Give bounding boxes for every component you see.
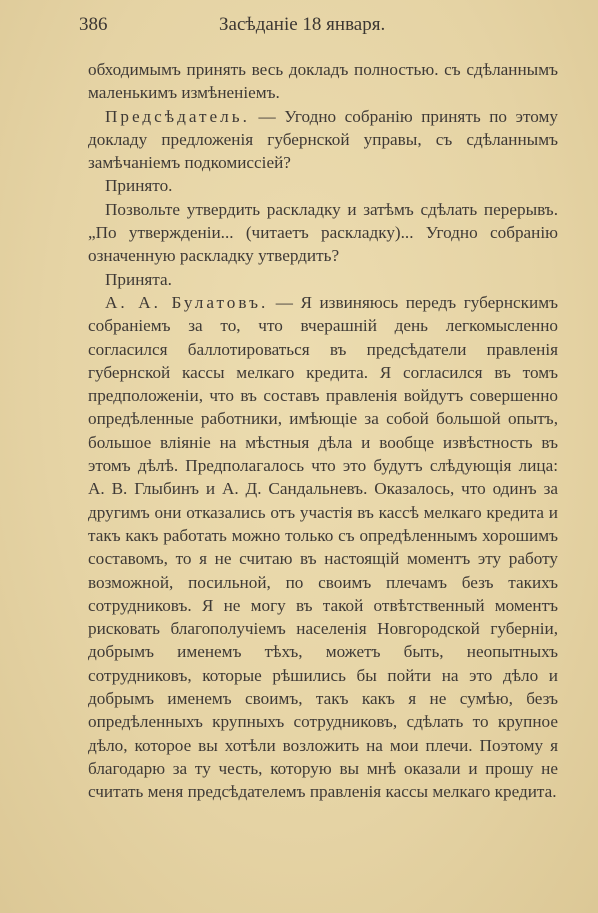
speaker-name: Предсѣдатель.: [105, 106, 250, 126]
paragraph-accepted-2: [88, 268, 558, 291]
paragraph-text: — Я извиняюсь передъ губернскимъ собраніемъ за то, что вчерашній день легкомысленно согласился баллотироваться въ предсѣдатели правленія губернской кассы мелкаго кредита. Я согласился въ томъ предположеніи, что въ составъ правленія войдутъ совершенно опредѣленные работники, имѣющіе за собой большой опытъ, большое вліяніе на мѣстныя дѣла и вообще извѣстность въ этомъ дѣлѣ. Предполагалось что это будутъ слѣдующія лица: А. В. Глыбинъ и А. Д. Сандальневъ. Оказалось, что одинъ за другимъ они отказались отъ участія въ кассѣ мелкаго кредита и такъ какъ работать можно только съ опредѣленнымъ хорошимъ составомъ, то я не считаю въ настоящій моментъ эту работу возможной, посильной, по своимъ плечамъ безъ такихъ сотрудниковъ. Я не могу въ такой отвѣтственный моментъ рисковать благополучіемъ населенія Новгородской губерніи, добрымъ именемъ тѣхъ, можетъ быть, неопытныхъ сотрудниковъ, которые рѣшились бы пойти на это дѣло и добрымъ именемъ своимъ, такъ какъ я не сумѣю, безъ опредѣленныхъ крупныхъ сотрудниковъ, сдѣлать то крупное дѣло, которое вы хотѣли возложить на мои плечи. Поэтому я благодарю за ту честь, которую вы мнѣ оказали и прошу не считать меня предсѣдателемъ правленія кассы мелкаго кредита.: [88, 292, 558, 802]
paragraph-text: обходимымъ принять весь докладъ полностью. съ сдѣланнымъ маленькимъ измѣненіемъ.: [88, 60, 558, 103]
speaker-name: А. А. Булатовъ.: [105, 292, 269, 312]
paragraph-chairman: [88, 105, 558, 175]
paragraph-bulatov: [88, 291, 558, 804]
running-header: [79, 14, 538, 36]
body-text: [88, 58, 558, 804]
running-title: Засѣданіе 18 января.: [219, 14, 386, 35]
paragraph-text: Принята.: [105, 269, 172, 289]
page-number: 386: [79, 14, 108, 35]
paragraph-text: — Угодно собранію принять по этому докладу предложенія губернской управы, съ сдѣланнымъ замѣчаніемъ подкомиссіей?: [88, 106, 558, 173]
paragraph-apportionment: [88, 198, 558, 268]
paragraph-text: Позвольте утвердить раскладку и затѣмъ сдѣлать перерывъ. „По утвержденіи... (читаетъ раскладку)... Угодно собранію означенную раскладку утвердить?: [88, 199, 558, 266]
paragraph-continuation: [88, 58, 558, 105]
paragraph-text: Принято.: [105, 176, 173, 196]
paragraph-accepted: [88, 174, 558, 197]
